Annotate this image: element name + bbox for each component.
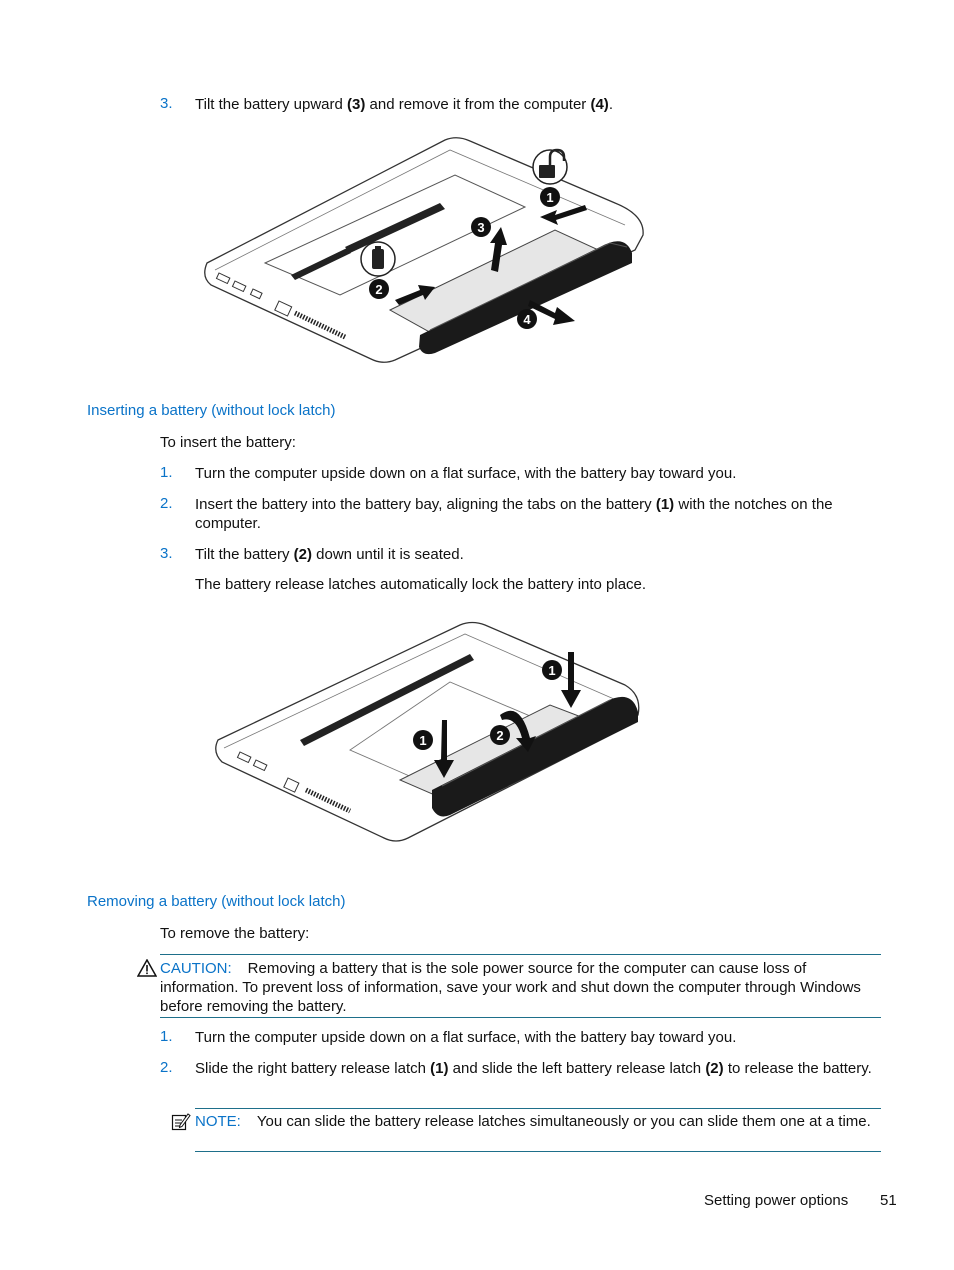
callout-label: 3 [477, 220, 485, 235]
callout-label: 1 [546, 190, 554, 205]
step-text-part: Insert the battery into the battery bay, aligning the tabs on the battery [195, 496, 656, 513]
step-text: Turn the computer upside down on a flat surface, with the battery bay toward you. [195, 465, 737, 482]
note-body: You can slide the battery release latches simultaneously or you can slide them one at a time. [256, 1113, 871, 1130]
battery-icon [361, 242, 395, 276]
followup-text: The battery release latches automatically lock the battery into place. [195, 576, 647, 593]
step-number: 1. [160, 464, 173, 481]
battery-insertion-illustration [210, 620, 650, 850]
caution-body: Removing a battery that is the sole power source for the computer can cause loss of information. To prevent loss of information, save your work and shut down the computer through Windows before removing the battery. [160, 960, 861, 1015]
callout-ref: (1) [655, 496, 675, 513]
note-top-rule [195, 1108, 881, 1109]
callout-label: 2 [496, 728, 504, 743]
battery-removal-illustration [195, 135, 655, 367]
step-text-part: Tilt the battery upward [195, 96, 348, 113]
callout-ref: (4) [590, 96, 609, 113]
note-pencil-icon [171, 1112, 191, 1132]
callout-1-right [542, 660, 562, 680]
step-text-part: to release the battery. [723, 1060, 872, 1077]
step-text-part: Tilt the battery [195, 546, 294, 563]
caution-text [160, 959, 879, 1016]
note-label: NOTE: [195, 1113, 241, 1130]
step-text [195, 95, 879, 114]
note-text [195, 1112, 879, 1131]
callout-2 [490, 725, 510, 745]
note-bottom-rule [195, 1151, 881, 1152]
callout-3 [471, 217, 491, 237]
section-heading-removing: Removing a battery (without lock latch) [87, 893, 346, 910]
step-number: 3. [160, 95, 173, 112]
step-text: Turn the computer upside down on a flat surface, with the battery bay toward you. [195, 1029, 737, 1046]
step-text-part: Slide the right battery release latch [195, 1060, 431, 1077]
callout-label: 1 [419, 733, 427, 748]
step-text-part: and slide the left battery release latch [448, 1060, 706, 1077]
step-text-part: and remove it from the computer [365, 96, 591, 113]
callout-label: 4 [523, 312, 531, 327]
callout-2 [369, 279, 389, 299]
section-heading-inserting: Inserting a battery (without lock latch) [87, 402, 336, 419]
step-number: 2. [160, 1059, 173, 1076]
callout-ref: (2) [293, 546, 312, 563]
caution-bottom-rule [160, 1017, 881, 1018]
callout-label: 2 [375, 282, 383, 297]
caution-label: CAUTION: [160, 960, 232, 977]
footer-section-title: Setting power options [704, 1192, 849, 1209]
intro-text: To insert the battery: [160, 434, 296, 451]
warning-triangle-icon [137, 959, 157, 977]
intro-text: To remove the battery: [160, 925, 310, 942]
callout-ref: (3) [347, 96, 366, 113]
step-text [195, 495, 879, 533]
callout-label: 1 [548, 663, 556, 678]
callout-4 [517, 309, 537, 329]
step-text-part: with the notches on the computer. [195, 496, 833, 532]
unlock-icon [533, 150, 567, 184]
caution-top-rule [160, 954, 881, 955]
step-text-part: . [608, 96, 613, 113]
callout-ref: (2) [705, 1060, 724, 1077]
callout-1-left [413, 730, 433, 750]
step-text-part: down until it is seated. [312, 546, 464, 563]
page-number: 51 [880, 1192, 897, 1209]
callout-ref: (1) [430, 1060, 449, 1077]
callout-1 [540, 187, 560, 207]
step-number: 3. [160, 545, 173, 562]
step-number: 1. [160, 1028, 173, 1045]
step-text [195, 1059, 879, 1078]
step-text [195, 545, 879, 564]
step-number: 2. [160, 495, 173, 512]
